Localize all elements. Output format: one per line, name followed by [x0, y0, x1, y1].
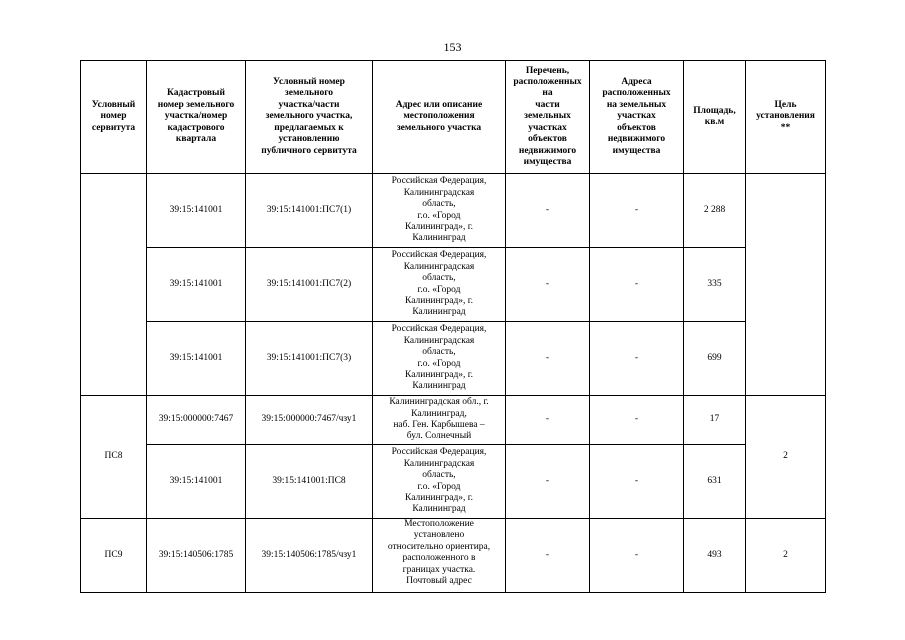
text-line: публичного сервитута	[261, 145, 357, 156]
address-cell	[373, 322, 506, 396]
area-cell: 2 288	[684, 174, 746, 248]
text-line: Калининградская обл., г.	[389, 397, 489, 408]
text-line: область,	[422, 199, 456, 210]
header-purpose	[746, 61, 826, 174]
text-line: объектов	[617, 122, 656, 133]
text-line: Калининград	[412, 307, 466, 318]
text-line: Российская Федерация,	[391, 250, 487, 261]
text-line: участка/номер	[164, 111, 228, 122]
text-line: Адрес или описание	[395, 99, 483, 110]
text-line: кадастрового	[167, 122, 225, 133]
purpose-cell-ps7	[746, 174, 826, 396]
text-line: относительно ориентира,	[387, 541, 491, 552]
text-line: Калининград», г.	[405, 369, 473, 380]
object-addresses-cell: -	[590, 248, 684, 322]
address-cell	[373, 174, 506, 248]
purpose-cell-ps9: 2	[746, 519, 826, 593]
text-line: Российская Федерация,	[391, 324, 487, 335]
text-line: Кадастровый	[167, 88, 225, 99]
text-line: бул. Солнечный	[406, 431, 472, 442]
text-line: г.о. «Город	[417, 210, 461, 221]
text-line: Калининград,	[411, 408, 467, 419]
text-line: Перечень,	[525, 65, 570, 76]
text-line: Калининград», г.	[405, 221, 473, 232]
cadastral-number-cell: 39:15:140506:1785	[147, 519, 246, 593]
table-row	[81, 322, 826, 396]
object-addresses-cell: -	[590, 396, 684, 445]
address-cell	[373, 396, 506, 445]
text-line: участка/части	[278, 99, 340, 110]
objects-cell: -	[506, 322, 590, 396]
text-line: Калининградская	[403, 458, 475, 469]
cadastral-number-cell: 39:15:141001	[147, 174, 246, 248]
header-conditional-number	[246, 61, 373, 174]
objects-cell: -	[506, 396, 590, 445]
header-object-addresses	[590, 61, 684, 174]
table-row	[81, 174, 826, 248]
text-line: Условный	[91, 99, 136, 110]
conditional-number-cell: 39:15:141001:ПС7(2)	[246, 248, 373, 322]
object-addresses-cell: -	[590, 445, 684, 519]
object-addresses-cell: -	[590, 519, 684, 593]
header-row	[81, 61, 826, 174]
text-line: кв.м	[704, 117, 725, 127]
cadastral-number-cell: 39:15:000000:7467	[147, 396, 246, 445]
area-cell: 335	[684, 248, 746, 322]
text-line: установлено	[413, 530, 465, 541]
header-objects-list	[506, 61, 590, 174]
object-addresses-cell: -	[590, 322, 684, 396]
text-line: установлению	[278, 134, 340, 145]
cadastral-number-cell: 39:15:141001	[147, 322, 246, 396]
text-line: Цель	[774, 99, 797, 110]
objects-cell: -	[506, 248, 590, 322]
text-line: земельного участка	[396, 122, 482, 133]
text-line: объектов	[528, 134, 567, 145]
text-line: Калининградская	[403, 335, 475, 346]
area-cell: 631	[684, 445, 746, 519]
text-line: Адреса	[621, 77, 652, 88]
text-line: Калининградская	[403, 187, 475, 198]
text-line: Калининград	[412, 381, 466, 392]
header-cadastral-number	[147, 61, 246, 174]
text-line: местоположения	[403, 111, 475, 122]
area-cell: 493	[684, 519, 746, 593]
text-line: Российская Федерация,	[391, 447, 487, 458]
table-row	[81, 396, 826, 445]
page-number: 153	[443, 40, 462, 54]
text-line: г.о. «Город	[417, 358, 461, 369]
conditional-number-cell: 39:15:141001:ПС8	[246, 445, 373, 519]
table-row	[81, 248, 826, 322]
text-line: Местоположение	[404, 519, 474, 529]
text-line: расположенных	[513, 77, 582, 88]
text-line: на земельных	[606, 99, 667, 110]
text-line: недвижимого	[518, 145, 577, 156]
table-row	[81, 519, 826, 593]
text-line: квартала	[175, 134, 217, 145]
area-cell: 17	[684, 396, 746, 445]
text-line: Калининград	[412, 233, 466, 244]
text-line: земельного	[284, 88, 334, 99]
text-line: земельного участка,	[265, 111, 353, 122]
cadastral-number-cell: 39:15:141001	[147, 248, 246, 322]
text-line: номер земельного	[157, 99, 235, 110]
text-line: установления	[756, 111, 815, 122]
conditional-number-cell: 39:15:000000:7467/чзу1	[246, 396, 373, 445]
address-cell	[373, 248, 506, 322]
servitude-number-cell-ps7	[81, 174, 147, 396]
text-line: участках	[528, 122, 567, 133]
text-line: наб. Ген. Карбышева –	[393, 420, 485, 430]
text-line: на	[542, 88, 553, 99]
table-row	[81, 445, 826, 519]
objects-cell: -	[506, 174, 590, 248]
header-address	[373, 61, 506, 174]
text-line: Площадь,	[693, 105, 736, 116]
header-area	[684, 61, 746, 174]
objects-cell: -	[506, 519, 590, 593]
object-addresses-cell: -	[590, 174, 684, 248]
text-line: Почтовый адрес	[406, 576, 472, 587]
cadastral-number-cell: 39:15:141001	[147, 445, 246, 519]
text-line: номер	[100, 111, 127, 122]
text-line: Российская Федерация,	[391, 176, 487, 187]
text-line: Калининград	[412, 504, 466, 515]
text-line: участках	[617, 111, 656, 122]
text-line: земельных	[524, 111, 571, 122]
text-line: предлагаемых к	[274, 122, 344, 133]
text-line: Калининград», г.	[405, 492, 473, 503]
conditional-number-cell: 39:15:141001:ПС7(1)	[246, 174, 373, 248]
address-cell	[373, 445, 506, 519]
servitude-table	[80, 60, 826, 593]
text-line: имущества	[523, 156, 572, 167]
text-line: область,	[422, 347, 456, 358]
text-line: Калининградская	[403, 261, 475, 272]
text-line: границах участка.	[402, 564, 476, 575]
text-line: расположенных	[602, 88, 671, 99]
text-line: область,	[422, 273, 456, 284]
servitude-number-cell-ps9: ПС9	[81, 519, 147, 593]
text-line: Условный номер	[273, 77, 345, 88]
conditional-number-cell: 39:15:140506:1785/чзу1	[246, 519, 373, 593]
servitude-number-cell-ps8: ПС8	[81, 396, 147, 519]
text-line: имущества	[612, 145, 661, 156]
text-line: сервитута	[91, 122, 136, 133]
text-line: область,	[422, 470, 456, 481]
text-line: г.о. «Город	[417, 481, 461, 492]
text-line: расположенного в	[402, 553, 476, 564]
address-cell	[373, 519, 506, 593]
conditional-number-cell: 39:15:141001:ПС7(3)	[246, 322, 373, 396]
area-cell: 699	[684, 322, 746, 396]
text-line: Калининград», г.	[405, 295, 473, 306]
text-line: недвижимого	[607, 134, 666, 145]
text-line: части	[535, 99, 560, 110]
text-line: **	[780, 122, 791, 133]
text-line: г.о. «Город	[417, 284, 461, 295]
purpose-cell-ps8: 2	[746, 396, 826, 519]
objects-cell: -	[506, 445, 590, 519]
header-servitude-number	[81, 61, 147, 174]
